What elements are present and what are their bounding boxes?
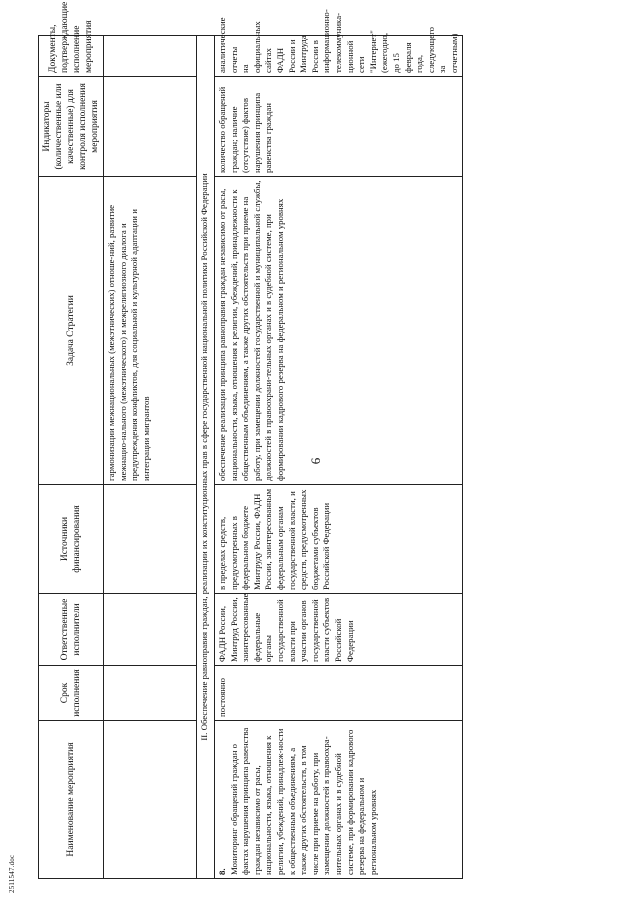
continuation-task: гармонизации межнациональных (межэтнических) отноше-ний, развитие межнацио-нального (межэтнического) и межрелигиозного диалога и предупреждения конфликтов, для социальной и культурной адаптации и интеграции мигрантов bbox=[104, 177, 197, 485]
item-sources: в пределах средств, предусмотренных в федеральном бюджете Минтруду России, ФАДН России, заинтересованным федеральным органам государственной власти, и средств, предусмотренных бюджетами субъектов Российской Федерации bbox=[215, 485, 463, 594]
header-indicators: Индикаторы (количественные или качественные) для контроля исполнения мероприятия bbox=[39, 77, 104, 177]
table-header-row bbox=[39, 36, 104, 879]
item-indicators: количество обращений граждан; наличие (отсутствие) фактов нарушения принципа равенства граждан bbox=[215, 77, 463, 177]
header-term: Срок исполнения bbox=[39, 666, 104, 721]
item-name: Мониторинг обращений граждан о фактах нарушения принципа равенства граждан независимо от расы, национальности, языка, отношения к религии, убеждений, принадлеж-ности к общественным объединениям, а также других обстоятельств, в том числе при приеме на работу, при замещении должностей в правоохра-нительных органах и в судебной системе, при формировании кадрового резерва на федеральном и региональном уровнях bbox=[228, 727, 378, 875]
table-row bbox=[215, 36, 463, 879]
header-name: Наименование мероприятия bbox=[39, 721, 104, 879]
item-executors: ФАДН России, Минтруд России, заинтересованные федеральные органы государственной власти при участии органов государственной власти субъектов Российской Федерации bbox=[215, 594, 463, 666]
item-name-cell bbox=[215, 721, 463, 879]
section-title: II. Обеспечение равноправия граждан, реализации их конституционных прав в сфере государственной национальной политики Российской Федерации bbox=[197, 36, 215, 879]
continuation-row bbox=[104, 36, 197, 879]
item-term: постоянно bbox=[215, 666, 463, 721]
item-task: обеспечение реализации принципа равноправия граждан независимо от расы, национальности, языка, отношения к религии, убеждений, принадлежности к общественным объединениям, а также других обстоятельств при приеме на работу, при замещении должностей государственной и муниципальной службы, должностей в правоохрани-тельных органах и в судебной системе, при формировании кадрового резерва на федеральном и региональном уровнях bbox=[215, 177, 463, 485]
header-task: Задача Стратегии bbox=[39, 177, 104, 485]
action-plan-table bbox=[38, 1, 463, 879]
item-number: 8. bbox=[217, 868, 227, 875]
page-number: 6 bbox=[308, 457, 323, 465]
header-sources: Источники финансирования bbox=[39, 485, 104, 594]
item-documents: аналитические отчеты на официальных сайтах ФАДН России и Минтруда России в информационно-телекоммуника-ционной сети "Интернет" (ежегодно, до 15 февраля года, следующего за отчетным) bbox=[215, 36, 463, 77]
document-code: 2511547.doc bbox=[8, 854, 16, 893]
header-executors: Ответственные исполнители bbox=[39, 594, 104, 666]
section-row bbox=[197, 36, 215, 879]
header-documents: Документы, подтверждающие исполнение мероприятия bbox=[39, 36, 104, 77]
